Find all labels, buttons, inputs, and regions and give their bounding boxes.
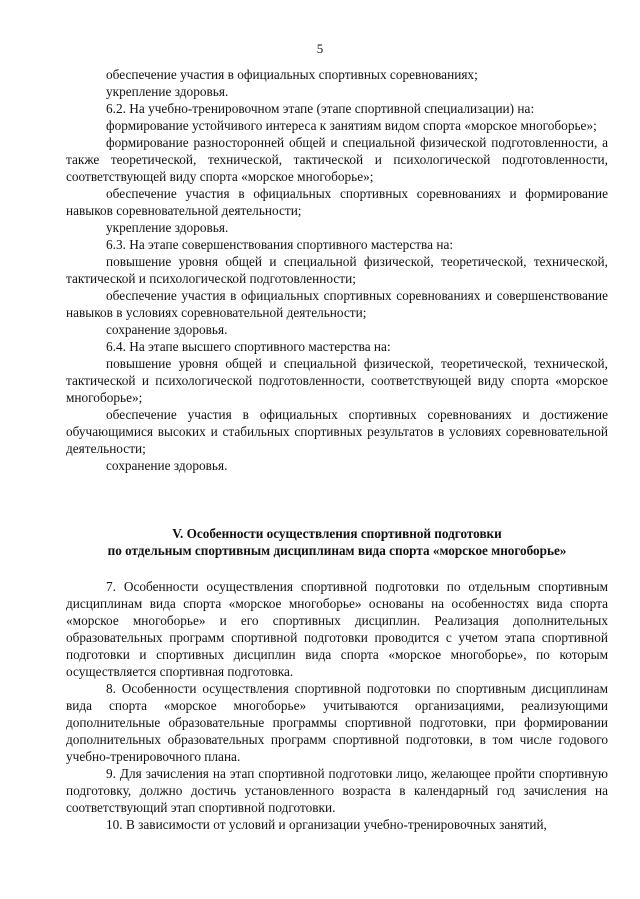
paragraph: 9. Для зачисления на этап спортивной подготовки лицо, желающее пройти спортивную подготовку, должно достичь установленного возраста в календарный год зачисления на соответствующий этап спортивной подготовки.	[66, 766, 608, 815]
paragraph: 8. Особенности осуществления спортивной подготовки по спортивным дисциплинам вида спорта «морское многоборье» учитываются организациями, реализующими дополнительные образовательные программы спортивной подготовки, при формировании дополнительных образовательных программ спортивной подготовки, в том числе годового учебно-тренировочного плана.	[66, 681, 608, 764]
paragraph: 6.4. На этапе высшего спортивного мастерства на:	[106, 339, 391, 354]
paragraph: повышение уровня общей и специальной физической, теоретической, технической, тактической и психологической подготовленности, соответствующей виду спорта «морское многоборье»;	[66, 356, 608, 405]
paragraph: 6.3. На этапе совершенствования спортивного мастерства на:	[106, 237, 454, 252]
paragraph: 6.2. На учебно-тренировочном этапе (этапе спортивной специализации) на:	[106, 101, 535, 116]
section-heading-line-1: V. Особенности осуществления спортивной подготовки	[172, 526, 502, 541]
paragraph: сохранение здоровья.	[106, 458, 228, 473]
paragraph: укрепление здоровья.	[106, 220, 229, 235]
section-heading-line-2: по отдельным спортивным дисциплинам вида спорта «морское многоборье»	[107, 543, 567, 558]
paragraph: обеспечение участия в официальных спортивных соревнованиях;	[106, 67, 478, 82]
paragraph: 7. Особенности осуществления спортивной подготовки по отдельным спортивным дисциплинам вида спорта «морское многоборье» основаны на особенностях вида спорта «морское многоборье» и его спортивных дисциплин. Реализация дополнительных образовательных программ спортивной подготовки проводится с учетом этапа спортивной подготовки и спортивных дисциплин вида спорта «морское многоборье», по которым осуществляется спортивная подготовка.	[66, 579, 608, 679]
paragraph: формирование разносторонней общей и специальной физической подготовленности, а также теоретической, технической, тактической и психологической подготовленности, соответствующей виду спорта «морское многоборье»;	[66, 135, 608, 184]
page-number: 5	[316, 41, 324, 56]
paragraph: 10. В зависимости от условий и организации учебно-тренировочных занятий,	[106, 817, 547, 832]
paragraph: обеспечение участия в официальных спортивных соревнованиях и формирование навыков соревновательной деятельности;	[66, 186, 608, 218]
paragraph: сохранение здоровья.	[106, 322, 228, 337]
paragraph: обеспечение участия в официальных спортивных соревнованиях и совершенствование навыков в условиях соревновательной деятельности;	[66, 288, 608, 320]
paragraph: обеспечение участия в официальных спортивных соревнованиях и достижение обучающимися высоких и стабильных спортивных результатов в условиях соревновательной деятельности;	[66, 407, 608, 456]
section-body	[66, 578, 608, 833]
paragraph: повышение уровня общей и специальной физической, теоретической, технической, тактической и психологической подготовленности;	[66, 254, 608, 286]
paragraph: укрепление здоровья.	[106, 84, 229, 99]
paragraph: формирование устойчивого интереса к занятиям видом спорта «морское многоборье»;	[106, 118, 597, 133]
goals-list	[66, 66, 608, 474]
